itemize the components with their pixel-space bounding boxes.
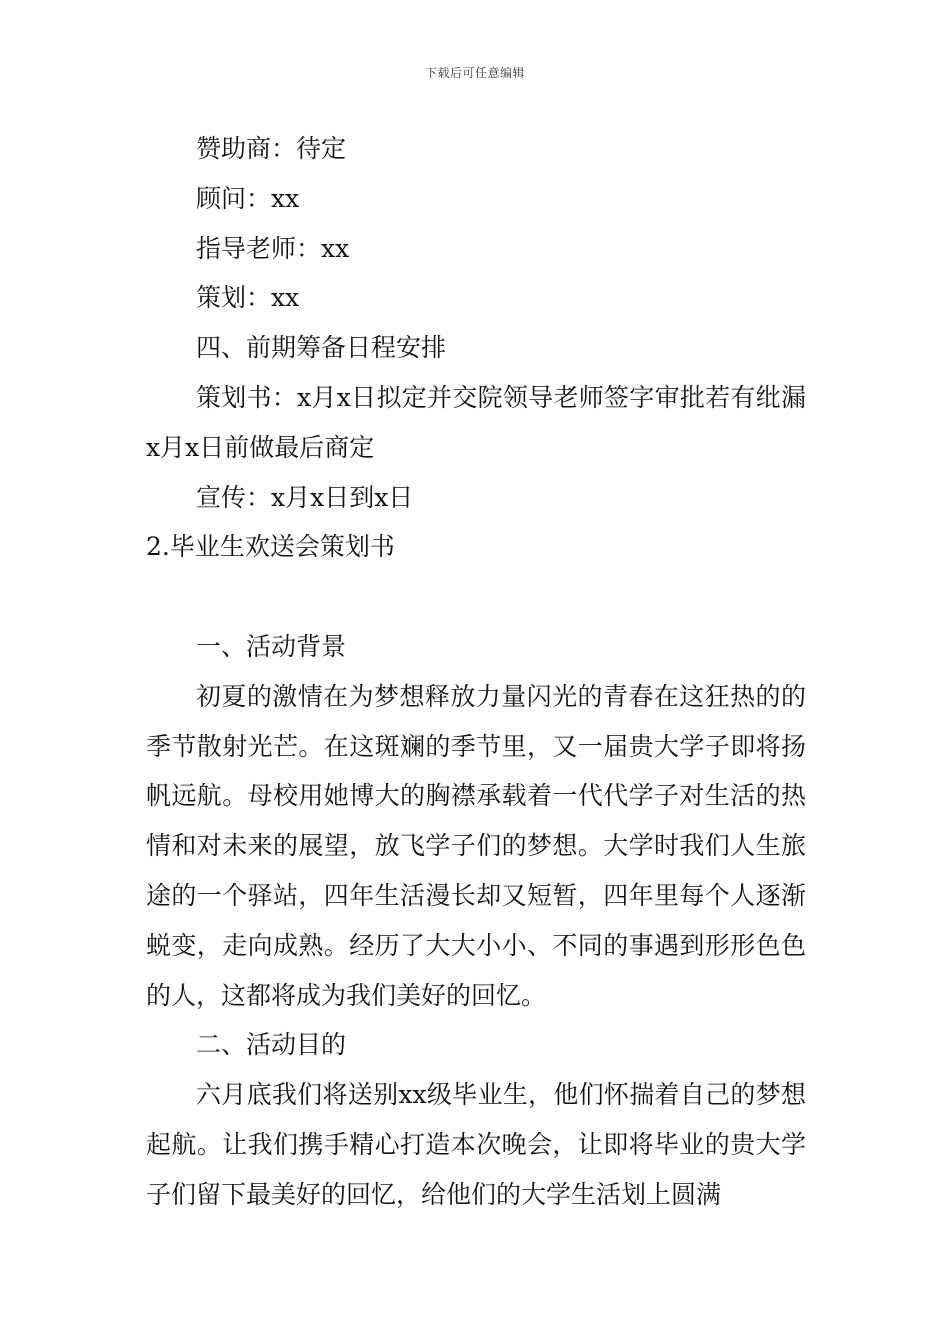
sponsor-line: 赞助商：待定 bbox=[196, 134, 347, 163]
section-4-heading: 四、前期筹备日程安排 bbox=[196, 333, 447, 363]
document-body bbox=[146, 124, 806, 1220]
document-2-title: 2.毕业生欢送会策划书 bbox=[146, 532, 395, 562]
goal-paragraph: 六月底我们将送别xx级毕业生，他们怀揣着自己的梦想起航。让我们携手精心打造本次晚会，让即将毕业的贵大学子们留下最美好的回忆，给他们的大学生活划上圆满 bbox=[146, 1080, 806, 1209]
background-paragraph: 初夏的激情在为梦想释放力量闪光的青春在这狂热的的季节散射光芒。在这斑斓的季节里，又一届贵大学子即将扬帆远航。母校用她博大的胸襟承载着一代代学子对生活的热情和对未来的展望，放飞学子们的梦想。大学时我们人生旅途的一个驿站，四年生活漫长却又短暂，四年里每个人逐渐蜕变，走向成熟。经历了大大小小、不同的事遇到形形色色的人，这都将成为我们美好的回忆。 bbox=[146, 681, 806, 1010]
page-header-note: 下载后可任意编辑 bbox=[424, 66, 525, 80]
instructor-line: 指导老师：xx bbox=[196, 233, 350, 263]
background-heading: 一、活动背景 bbox=[196, 631, 347, 661]
plan-book-paragraph: 策划书：x月x日拟定并交院领导老师签字审批若有纰漏x月x日前做最后商定 bbox=[146, 382, 806, 462]
planner-line: 策划：xx bbox=[196, 283, 300, 313]
advisor-line: 顾问：xx bbox=[196, 183, 300, 213]
blank-line bbox=[146, 572, 806, 622]
publicity-line: 宣传：x月x日到x日 bbox=[196, 482, 414, 512]
goal-heading: 二、活动目的 bbox=[196, 1030, 347, 1060]
